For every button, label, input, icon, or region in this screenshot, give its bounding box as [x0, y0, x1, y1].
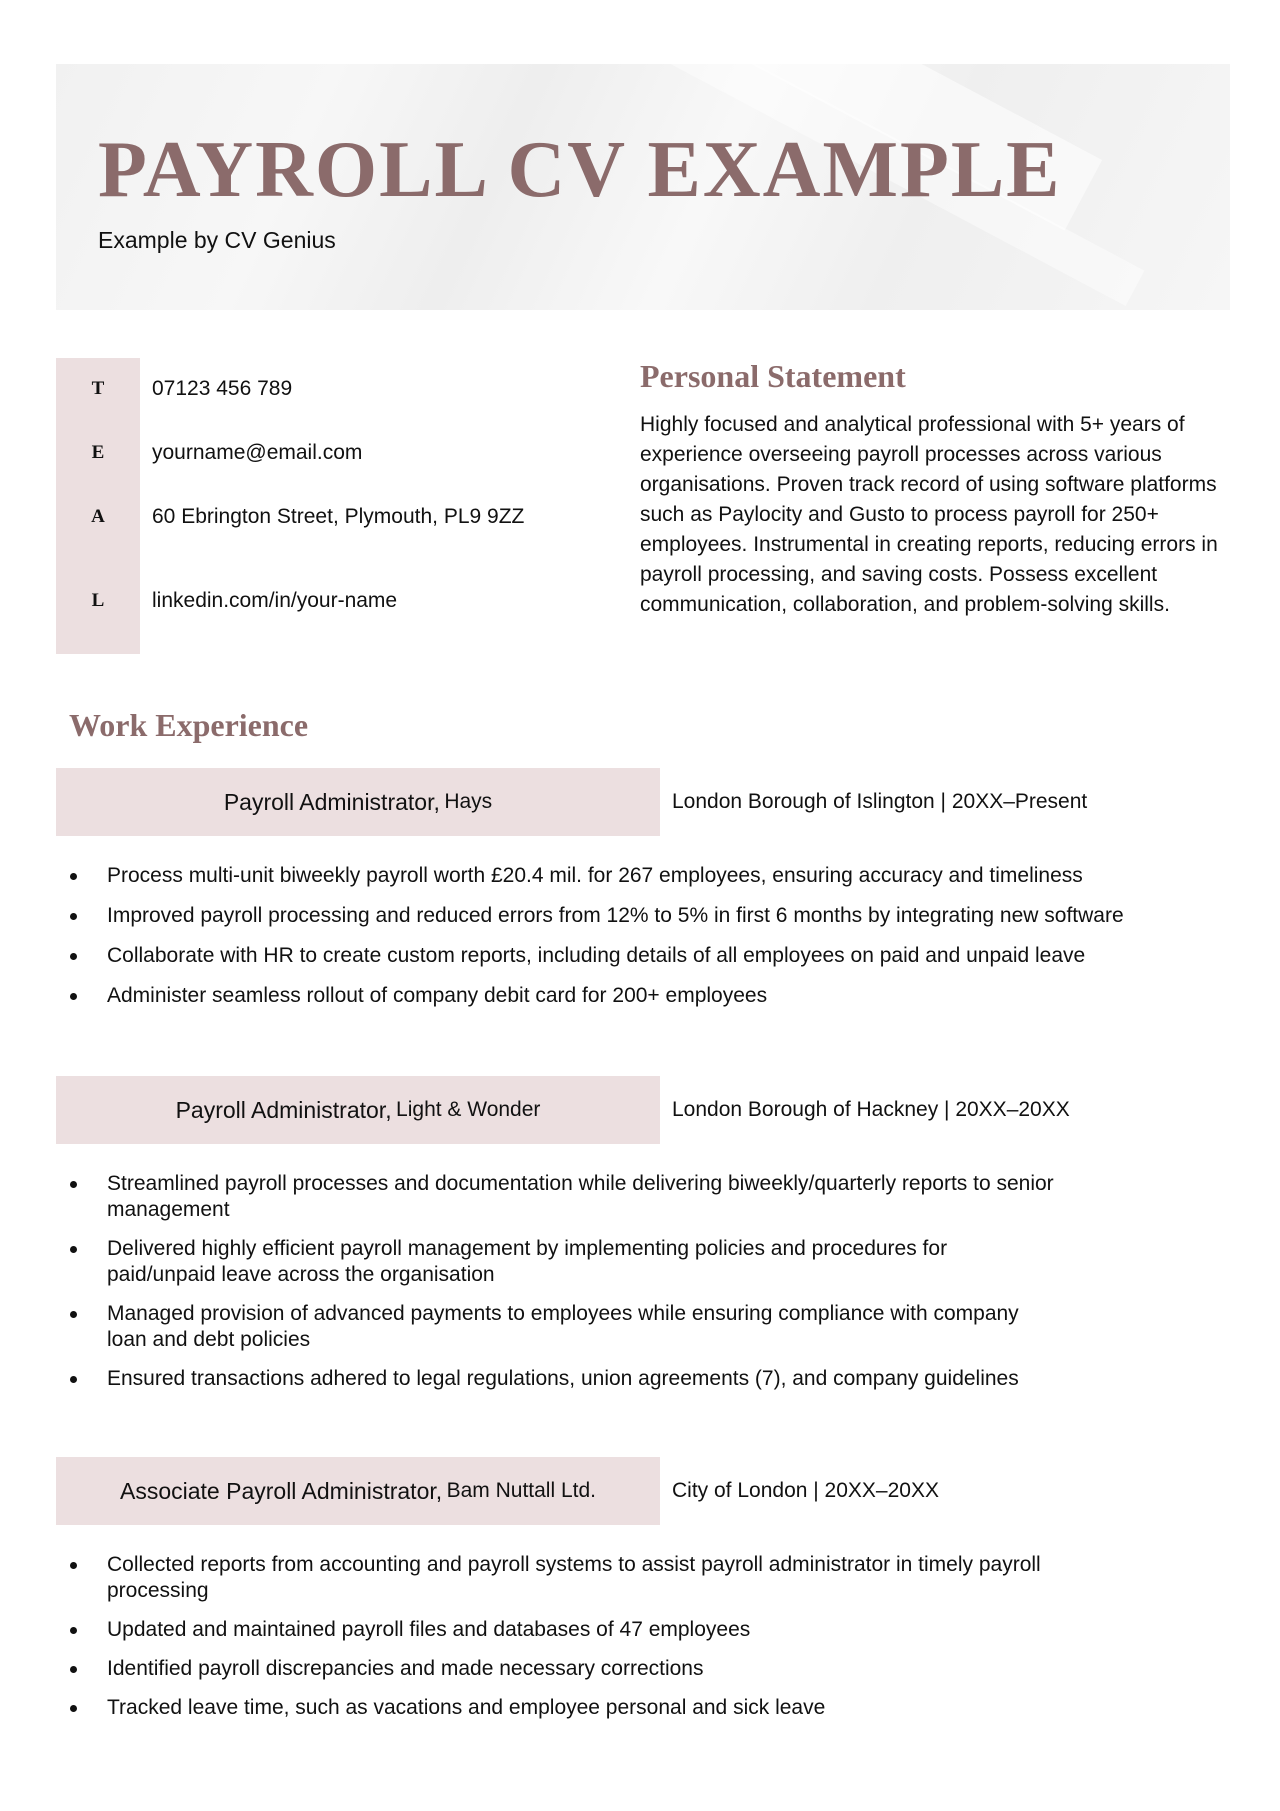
job-bullets — [56, 863, 1176, 1009]
contact-letter: L — [91, 590, 105, 611]
job-location-dates: London Borough of Islington | 20XX–Present — [672, 790, 1088, 813]
list-item: Improved payroll processing and reduced errors from 12% to 5% in first 6 months by integrating new software — [56, 903, 1176, 929]
job-bullets — [56, 1552, 1056, 1721]
list-item: Administer seamless rollout of company debit card for 200+ employees — [56, 983, 1176, 1009]
contact-address-value: 60 Ebrington Street, Plymouth, PL9 9ZZ — [152, 505, 525, 528]
personal-statement-heading: Personal Statement — [640, 358, 906, 394]
job-title: Payroll Administrator, — [223, 788, 440, 815]
job-bullets — [56, 1171, 1056, 1392]
list-item: Collaborate with HR to create custom reports, including details of all employees on paid and unpaid leave — [56, 943, 1176, 969]
work-experience-heading: Work Experience — [69, 707, 309, 743]
job-heading — [56, 1457, 660, 1525]
page-subtitle: Example by CV Genius — [98, 227, 336, 253]
list-item: Tracked leave time, such as vacations and employee personal and sick leave — [56, 1695, 1056, 1721]
job-location-dates: City of London | 20XX–20XX — [672, 1479, 939, 1502]
list-item: Managed provision of advanced payments to employees while ensuring compliance with company loan and debt policies — [56, 1301, 1056, 1353]
job-heading — [56, 768, 660, 836]
personal-statement-text: Highly focused and analytical professional with 5+ years of experience overseeing payroll processes across various organisations. Proven track record of using software platforms such as Paylocity and Gusto to process payroll for 250+ employees. Instrumental in creating reports, reducing errors in payroll processing, and saving costs. Possess excellent communication, collaboration, and problem-solving skills. — [640, 413, 1218, 616]
job-location-dates: London Borough of Hackney | 20XX–20XX — [672, 1098, 1070, 1121]
job-heading — [56, 1076, 660, 1144]
contact-phone-value: 07123 456 789 — [152, 377, 293, 400]
list-item: Identified payroll discrepancies and made necessary corrections — [56, 1656, 1056, 1682]
page-title: PAYROLL CV EXAMPLE — [98, 126, 1062, 214]
list-item: Process multi-unit biweekly payroll worth £20.4 mil. for 267 employees, ensuring accuracy and timeliness — [56, 863, 1176, 889]
job-company: Light & Wonder — [396, 1098, 541, 1121]
contact-letter: E — [91, 442, 105, 463]
job-company: Bam Nuttall Ltd. — [446, 1479, 596, 1502]
contact-letter: A — [91, 506, 105, 527]
list-item: Delivered highly efficient payroll management by implementing policies and procedures for paid/unpaid leave across the organisation — [56, 1236, 1056, 1288]
header-banner — [56, 64, 1230, 310]
list-item: Ensured transactions adhered to legal regulations, union agreements (7), and company guidelines — [56, 1366, 1056, 1392]
contact-linkedin-value: linkedin.com/in/your-name — [152, 589, 398, 612]
list-item: Updated and maintained payroll files and databases of 47 employees — [56, 1617, 1056, 1643]
contact-letter: T — [91, 378, 105, 399]
job-title: Associate Payroll Administrator, — [120, 1477, 443, 1504]
list-item: Streamlined payroll processes and documentation while delivering biweekly/quarterly reports to senior management — [56, 1171, 1056, 1223]
list-item: Collected reports from accounting and payroll systems to assist payroll administrator in timely payroll processing — [56, 1552, 1056, 1604]
contact-email-value: yourname@email.com — [152, 441, 363, 464]
job-company: Hays — [444, 790, 493, 813]
job-title: Payroll Administrator, — [175, 1096, 392, 1123]
